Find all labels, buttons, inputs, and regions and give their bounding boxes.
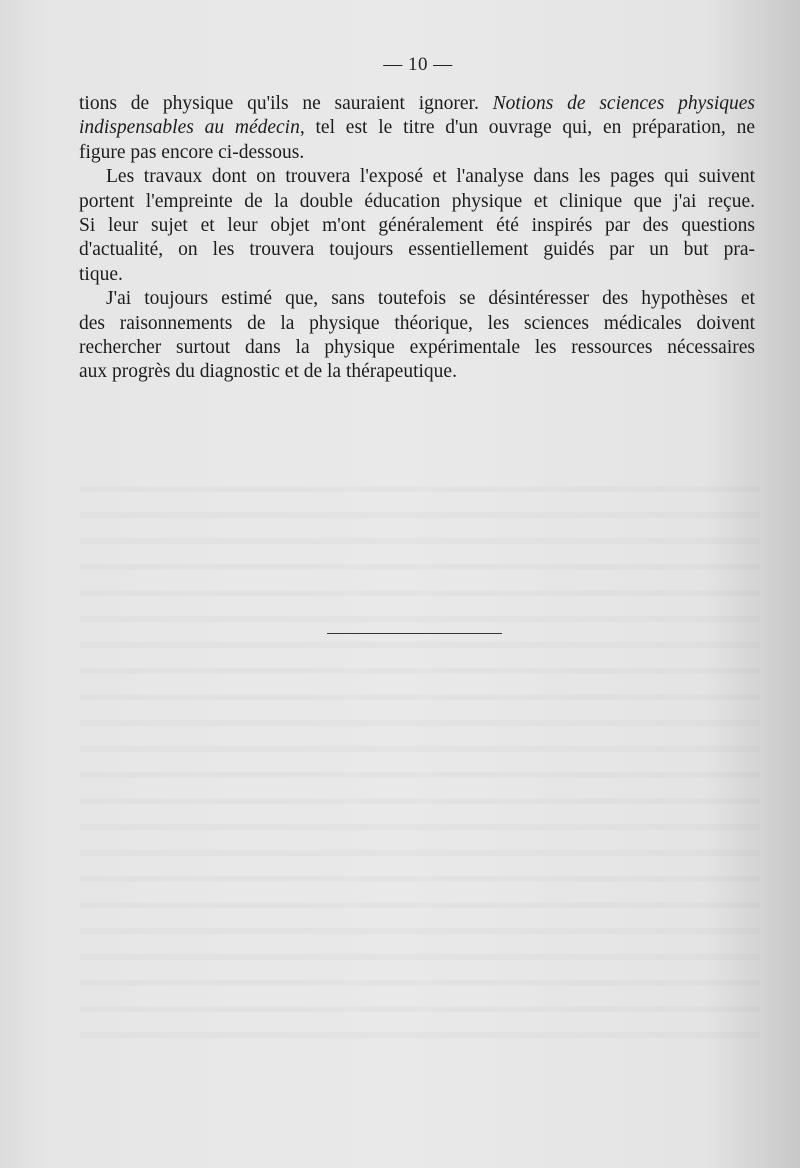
text-line: aux progrès du diagnostic et de la thérapeutique. (79, 361, 457, 383)
text-line (79, 116, 755, 140)
text-line: rechercher surtout dans la physique expérimentale les ressources nécessaires (79, 337, 755, 359)
text-line: Les travaux dont on trouvera l'exposé et l'analyse dans les pages qui suivent (106, 166, 755, 188)
text-line: J'ai toujours estimé que, sans toutefois se désintéresser des hypothèses et (106, 288, 755, 310)
text-line: tique. (79, 263, 123, 285)
text-line (79, 141, 755, 165)
text-run: , tel est le titre d'un ouvrage qui, en préparation, ne (299, 117, 755, 139)
text-line (79, 92, 755, 116)
show-through-texture (80, 470, 760, 1040)
text-line: Si leur sujet et leur objet m'ont généralement été inspirés par des questions (79, 215, 755, 237)
book-title-part: indispensables au médecin (79, 117, 300, 139)
paragraph-3 (79, 287, 755, 385)
paragraph-1 (79, 92, 755, 165)
text-line: portent l'empreinte de la double éducation physique et clinique que j'ai reçue. (79, 190, 755, 212)
text-line: des raisonnements de la physique théorique, les sciences médicales doivent (79, 312, 755, 334)
body-text (79, 92, 755, 385)
book-title-part: Notions de sciences physiques (492, 93, 755, 114)
text-line: d'actualité, on les trouvera toujours essentiellement guidés par un but pra- (79, 239, 755, 261)
paragraph-2 (79, 165, 755, 287)
text-run: tions de physique qu'ils ne sauraient ignorer. (79, 93, 493, 114)
text-run: figure pas encore ci-dessous. (79, 141, 305, 163)
page-number: — 10 — (383, 54, 453, 75)
horizontal-rule (327, 633, 502, 634)
